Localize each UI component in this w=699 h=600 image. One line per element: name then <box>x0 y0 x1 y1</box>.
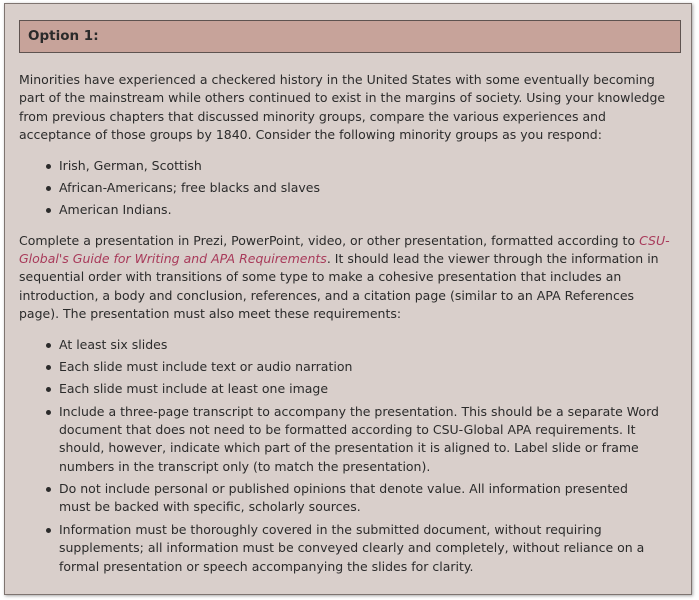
requirements-list <box>19 336 679 576</box>
list-item <box>19 380 651 398</box>
option-panel <box>4 3 692 595</box>
apa-guide-link[interactable]: CSU-Global's Guide for Writing and APA Requirements <box>19 232 670 267</box>
list-item <box>19 480 651 517</box>
presentation-text-after: . It should lead the viewer through the information in sequential order with transitions of some type to make a cohesive presentation that includes an introduction, a body and conclusion, references, and a citation page (similar to an APA References page). The presentation must also meet these requirements: <box>19 251 659 322</box>
list-item <box>19 403 659 477</box>
intro-paragraph: Minorities have experienced a checkered history in the United States with some eventually becoming part of the mainstream while others continued to exist in the margins of society. Using your knowledge from previous chapters that discussed minority groups, compare the various experiences and acceptance of those groups by 1840. Consider the following minority groups as you respond: <box>19 72 666 143</box>
option-header <box>19 20 681 53</box>
list-item-text: Include a three-page transcript to accompany the presentation. This should be a separate Word document that does not need to be formatted according to CSU-Global APA requirements. It should, however, indicate which part of the presentation it is aligned to. Label slide or frame numbers in the transcript only (to match the presentation). <box>59 403 659 474</box>
list-item-text: Each slide must include text or audio narration <box>59 358 353 374</box>
list-item-text: Information must be thoroughly covered in the submitted document, without requiring supplements; all information must be conveyed clearly and completely, without reliance on a formal presentation or speech accompanying the slides for clarity. <box>59 521 645 574</box>
bullet-icon <box>46 343 51 348</box>
bullet-icon <box>46 365 51 370</box>
bullet-icon <box>46 186 51 191</box>
list-item-text: Irish, German, Scottish <box>59 157 202 173</box>
bullet-icon <box>46 410 51 415</box>
bullet-icon <box>46 387 51 392</box>
option-title: Option 1: <box>28 28 99 44</box>
list-item <box>19 157 679 175</box>
option-content <box>19 71 679 580</box>
bullet-icon <box>46 487 51 492</box>
list-item-text: Do not include personal or published opinions that denote value. All information presented must be backed with specific, scholarly sources. <box>59 481 628 515</box>
presentation-text-before: Complete a presentation in Prezi, PowerPoint, video, or other presentation, formatted according to <box>19 232 640 248</box>
list-item-text: At least six slides <box>59 336 168 352</box>
bullet-icon <box>46 164 51 169</box>
bullet-icon <box>46 528 51 533</box>
list-item <box>19 179 679 197</box>
list-item <box>19 201 679 219</box>
presentation-paragraph <box>19 232 671 324</box>
list-item-text: American Indians. <box>59 202 172 218</box>
bullet-icon <box>46 208 51 213</box>
list-item-text: Each slide must include at least one image <box>59 381 329 397</box>
list-item-text: African-Americans; free blacks and slaves <box>59 179 321 195</box>
list-item <box>19 336 651 354</box>
list-item <box>19 358 651 376</box>
minority-groups-list <box>19 157 679 220</box>
list-item <box>19 521 651 576</box>
